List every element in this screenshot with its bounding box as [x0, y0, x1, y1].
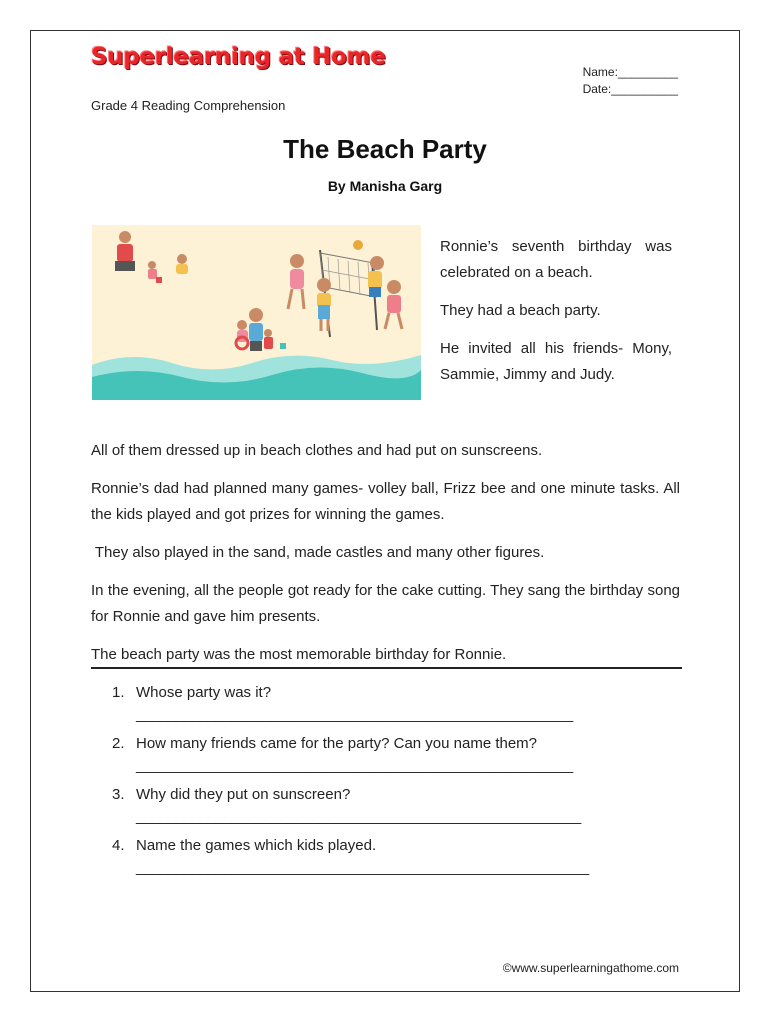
question-text: How many friends came for the party? Can you name them? — [136, 735, 538, 752]
intro-paragraph-1: Ronnie’s seventh birthday was celebrated on a beach. — [440, 238, 672, 281]
intro-paragraph-2: They had a beach party. — [440, 302, 601, 319]
grade-label: Grade 4 Reading Comprehension — [91, 98, 286, 113]
question-number: 1. — [112, 684, 125, 701]
intro-text — [440, 234, 672, 400]
story-author: By Manisha Garg — [327, 178, 443, 194]
section-divider — [91, 667, 682, 669]
question-number: 3. — [112, 786, 125, 803]
story-paragraph-3: They also played in the sand, made castles and many other figures. — [91, 544, 545, 561]
footer-copyright[interactable]: ©www.superlearningathome.com — [502, 961, 679, 975]
answer-line[interactable]: _________________________________________________________ — [136, 859, 589, 876]
story-paragraph-2: Ronnie’s dad had planned many games- volley ball, Frizz bee and one minute tasks. All the kids played and got prizes for winning the games. — [91, 480, 680, 523]
question-text: Whose party was it? — [136, 684, 272, 701]
question-item — [112, 786, 672, 837]
question-item — [112, 684, 672, 735]
story-body — [91, 438, 680, 680]
date-field-label: Date:__________ — [582, 82, 678, 96]
intro-paragraph-3: He invited all his friends- Mony, Sammie, Jimmy and Judy. — [440, 340, 672, 383]
story-title: The Beach Party — [283, 134, 487, 164]
name-date-block — [583, 64, 678, 98]
brand-logo-text: Superlearning at Home — [91, 44, 386, 70]
question-number: 4. — [112, 837, 125, 854]
story-paragraph-4: In the evening, all the people got ready for the cake cutting. They sang the birthday song for Ronnie and gave him presents. — [91, 582, 680, 625]
question-number: 2. — [112, 735, 125, 752]
answer-line[interactable]: _______________________________________________________ — [136, 757, 573, 774]
question-list — [112, 684, 672, 888]
question-item — [112, 735, 672, 786]
question-text: Name the games which kids played. — [136, 837, 377, 854]
answer-line[interactable]: ________________________________________________________ — [136, 808, 581, 825]
name-field-label: Name:_________ — [582, 65, 678, 79]
question-text: Why did they put on sunscreen? — [136, 786, 351, 803]
story-paragraph-1: All of them dressed up in beach clothes and had put on sunscreens. — [91, 442, 543, 459]
story-paragraph-5: The beach party was the most memorable birthday for Ronnie. — [91, 646, 507, 663]
beach-illustration — [92, 225, 421, 400]
question-item — [112, 837, 672, 888]
answer-line[interactable]: _______________________________________________________ — [136, 706, 573, 723]
